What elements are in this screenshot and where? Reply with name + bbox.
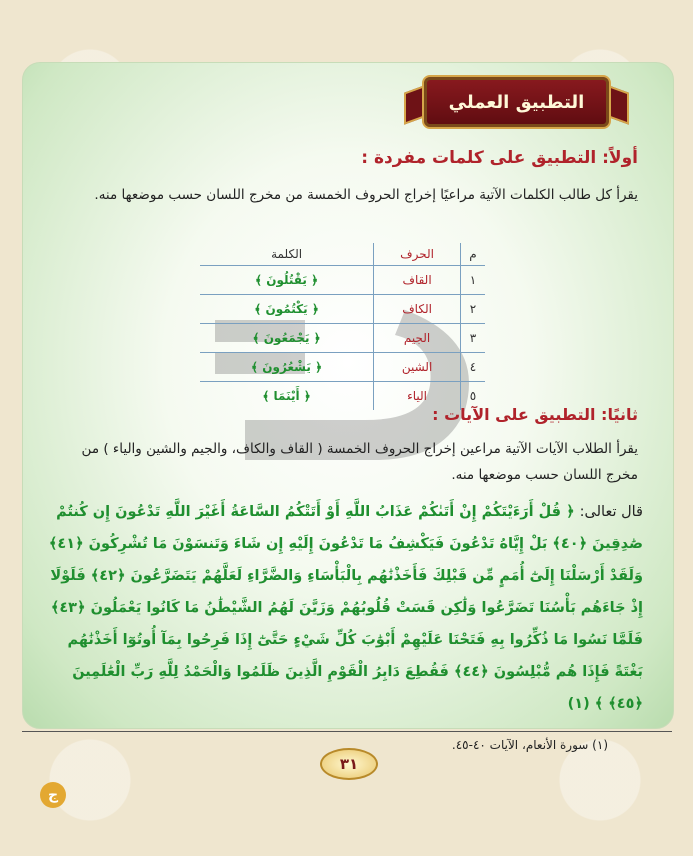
page-number: ٣١: [320, 748, 378, 780]
section-title-banner: التطبيق العملي: [422, 75, 611, 129]
row-harf: الشين: [374, 353, 461, 382]
section2-instructions: يقرأ الطلاب الآيات الآتية مراعين إخراج الحروف الخمسة ( القاف والكاف، والجيم والشين والياء ) من مخرج اللسان حسب موضعها منه.: [81, 441, 638, 483]
row-harf: الياء: [374, 382, 461, 411]
table-row: [200, 324, 485, 353]
publisher-logo-icon: ج: [40, 782, 66, 808]
row-word: ﴿ يَقْتُلُونَ ﴾: [200, 266, 374, 295]
row-harf: الكاف: [374, 295, 461, 324]
row-harf: الجيم: [374, 324, 461, 353]
row-word: ﴿ يَكْتُمُونَ ﴾: [200, 295, 374, 324]
verses-lead: قال تعالى:: [579, 504, 643, 520]
table-row: [200, 353, 485, 382]
section2-heading: ثانيًا: التطبيق على الآيات :: [432, 405, 638, 424]
verses-text: ﴿ قُلْ أَرَءَيْتَكُمْ إِنْ أَتَىٰكُمْ عَذَابُ اللَّهِ أَوْ أَتَتْكُمُ السَّاعَةُ أَغَيْرَ اللَّهِ تَدْعُونَ إِن كُنتُمْ صَٰدِقِينَ ﴿٤٠﴾ بَلْ إِيَّاهُ تَدْعُونَ فَيَكْشِفُ مَا تَدْعُونَ إِلَيْهِ إِن شَاءَ وَتَنسَوْنَ مَا تُشْرِكُونَ ﴿٤١﴾ وَلَقَدْ أَرْسَلْنَا إِلَىٰٓ أُمَمٍ مِّن قَبْلِكَ فَأَخَذْنَٰهُم بِالْبَأْسَاءِ وَالضَّرَّاءِ لَعَلَّهُمْ يَتَضَرَّعُونَ ﴿٤٢﴾ فَلَوْلَا إِذْ جَاءَهُم بَأْسُنَا تَضَرَّعُوا وَلَٰكِن قَسَتْ قُلُوبُهُمْ وَزَيَّنَ لَهُمُ الشَّيْطَٰنُ مَا كَانُوا يَعْمَلُونَ ﴿٤٣﴾ فَلَمَّا نَسُوا مَا ذُكِّرُوا بِهِ فَتَحْنَا عَلَيْهِمْ أَبْوَٰبَ كُلِّ شَيْءٍ حَتَّىٰٓ إِذَا فَرِحُوا بِمَآ أُوتُوٓا أَخَذْنَٰهُم بَغْتَةً فَإِذَا هُم مُّبْلِسُونَ ﴿٤٤﴾ فَقُطِعَ دَابِرُ الْقَوْمِ الَّذِينَ ظَلَمُوا وَالْحَمْدُ لِلَّهِ رَبِّ الْعَٰلَمِينَ ﴿٤٥﴾ ﴾ (١): [48, 504, 643, 712]
quran-verses: [48, 496, 643, 720]
row-num: ٢: [461, 295, 486, 324]
section1-instructions: يقرأ كل طالب الكلمات الآتية مراعيًا إخراج الحروف الخمسة من مخرج اللسان حسب موضعها منه.: [94, 187, 638, 203]
row-harf: القاف: [374, 266, 461, 295]
section1-heading: أولاً: التطبيق على كلمات مفردة :: [361, 148, 638, 168]
row-num: ٣: [461, 324, 486, 353]
table-row: [200, 266, 485, 295]
table-row: [200, 295, 485, 324]
row-word: ﴿ يَشْعُرُونَ ﴾: [200, 353, 374, 382]
table-header-row: [200, 243, 485, 266]
row-num: ١: [461, 266, 486, 295]
header-harf: الحرف: [374, 243, 461, 266]
row-num: ٤: [461, 353, 486, 382]
row-word: ﴿ أَيْنَمَا ﴾: [200, 382, 374, 411]
words-table: [200, 243, 485, 403]
row-word: ﴿ يَجْمَعُونَ ﴾: [200, 324, 374, 353]
row-num: ٥: [461, 382, 486, 411]
header-num: م: [461, 243, 486, 266]
footnote: (١) سورة الأنعام، الآيات ٤٠-٤٥.: [451, 738, 608, 752]
footnote-divider: [22, 731, 672, 732]
header-kalima: الكلمة: [271, 247, 303, 261]
